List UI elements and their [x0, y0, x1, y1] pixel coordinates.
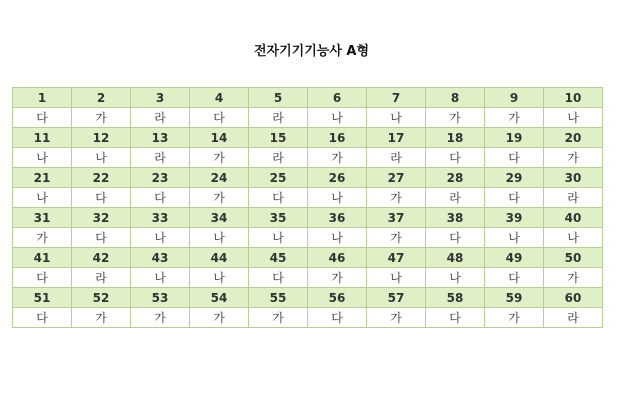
answer-cell: 다: [249, 188, 308, 208]
answer-cell: 나: [367, 108, 426, 128]
answer-cell: 가: [190, 308, 249, 328]
question-number-cell: 48: [426, 248, 485, 268]
answer-cell: 다: [190, 108, 249, 128]
answer-cell: 라: [367, 148, 426, 168]
answer-cell: 나: [131, 228, 190, 248]
question-number-cell: 44: [190, 248, 249, 268]
question-number-cell: 17: [367, 128, 426, 148]
question-number-row: [13, 88, 603, 108]
question-number-cell: 11: [13, 128, 72, 148]
question-number-cell: 53: [131, 288, 190, 308]
answer-cell: 가: [485, 308, 544, 328]
question-number-cell: 29: [485, 168, 544, 188]
question-number-cell: 60: [544, 288, 603, 308]
question-number-cell: 51: [13, 288, 72, 308]
answer-cell: 가: [13, 228, 72, 248]
answer-cell: 가: [426, 108, 485, 128]
question-number-cell: 38: [426, 208, 485, 228]
answer-cell: 나: [544, 228, 603, 248]
answer-cell: 나: [308, 228, 367, 248]
question-number-cell: 37: [367, 208, 426, 228]
answer-cell: 다: [485, 148, 544, 168]
question-number-cell: 55: [249, 288, 308, 308]
question-number-row: [13, 288, 603, 308]
answer-cell: 나: [190, 228, 249, 248]
question-number-cell: 2: [72, 88, 131, 108]
question-number-cell: 35: [249, 208, 308, 228]
question-number-cell: 8: [426, 88, 485, 108]
question-number-cell: 46: [308, 248, 367, 268]
question-number-cell: 33: [131, 208, 190, 228]
question-number-cell: 28: [426, 168, 485, 188]
question-number-cell: 25: [249, 168, 308, 188]
answer-row: [13, 308, 603, 328]
answer-cell: 다: [485, 268, 544, 288]
answer-cell: 나: [13, 188, 72, 208]
question-number-cell: 12: [72, 128, 131, 148]
answer-cell: 나: [426, 268, 485, 288]
question-number-cell: 16: [308, 128, 367, 148]
question-number-cell: 9: [485, 88, 544, 108]
answer-cell: 가: [249, 308, 308, 328]
answer-cell: 다: [249, 268, 308, 288]
answer-cell: 라: [544, 308, 603, 328]
answer-cell: 나: [249, 228, 308, 248]
question-number-cell: 10: [544, 88, 603, 108]
answer-cell: 가: [544, 268, 603, 288]
answer-cell: 가: [72, 108, 131, 128]
answer-cell: 가: [544, 148, 603, 168]
answer-table: [12, 87, 603, 328]
answer-cell: 라: [426, 188, 485, 208]
answer-row: [13, 188, 603, 208]
question-number-cell: 14: [190, 128, 249, 148]
answer-cell: 라: [249, 108, 308, 128]
answer-cell: 다: [72, 188, 131, 208]
answer-cell: 다: [426, 228, 485, 248]
question-number-cell: 36: [308, 208, 367, 228]
answer-cell: 라: [72, 268, 131, 288]
answer-cell: 라: [131, 148, 190, 168]
question-number-cell: 1: [13, 88, 72, 108]
question-number-cell: 20: [544, 128, 603, 148]
answer-cell: 나: [13, 148, 72, 168]
question-number-row: [13, 248, 603, 268]
answer-table-body: [13, 88, 603, 328]
answer-cell: 다: [13, 268, 72, 288]
answer-cell: 나: [190, 268, 249, 288]
answer-cell: 가: [72, 308, 131, 328]
question-number-cell: 27: [367, 168, 426, 188]
question-number-row: [13, 208, 603, 228]
answer-cell: 가: [190, 148, 249, 168]
question-number-cell: 13: [131, 128, 190, 148]
question-number-cell: 15: [249, 128, 308, 148]
question-number-cell: 30: [544, 168, 603, 188]
question-number-row: [13, 168, 603, 188]
question-number-cell: 39: [485, 208, 544, 228]
question-number-cell: 6: [308, 88, 367, 108]
question-number-cell: 23: [131, 168, 190, 188]
question-number-cell: 56: [308, 288, 367, 308]
answer-cell: 다: [13, 108, 72, 128]
answer-cell: 나: [308, 188, 367, 208]
question-number-cell: 26: [308, 168, 367, 188]
question-number-cell: 57: [367, 288, 426, 308]
question-number-cell: 34: [190, 208, 249, 228]
answer-cell: 다: [426, 148, 485, 168]
answer-cell: 가: [367, 308, 426, 328]
question-number-cell: 52: [72, 288, 131, 308]
answer-cell: 가: [367, 188, 426, 208]
answer-cell: 가: [308, 268, 367, 288]
answer-cell: 다: [72, 228, 131, 248]
question-number-cell: 5: [249, 88, 308, 108]
answer-row: [13, 268, 603, 288]
answer-cell: 다: [426, 308, 485, 328]
question-number-cell: 50: [544, 248, 603, 268]
answer-cell: 라: [131, 108, 190, 128]
question-number-cell: 49: [485, 248, 544, 268]
question-number-cell: 32: [72, 208, 131, 228]
question-number-cell: 58: [426, 288, 485, 308]
answer-cell: 가: [485, 108, 544, 128]
answer-cell: 라: [544, 188, 603, 208]
question-number-cell: 19: [485, 128, 544, 148]
answer-cell: 다: [13, 308, 72, 328]
answer-cell: 가: [308, 148, 367, 168]
answer-cell: 나: [367, 268, 426, 288]
question-number-cell: 4: [190, 88, 249, 108]
question-number-cell: 41: [13, 248, 72, 268]
answer-row: [13, 148, 603, 168]
page-title: 전자기기기능사 A형: [253, 44, 370, 59]
answer-cell: 나: [485, 228, 544, 248]
answer-cell: 가: [131, 308, 190, 328]
answer-cell: 라: [249, 148, 308, 168]
answer-cell: 다: [131, 188, 190, 208]
question-number-cell: 40: [544, 208, 603, 228]
question-number-cell: 21: [13, 168, 72, 188]
question-number-cell: 7: [367, 88, 426, 108]
answer-cell: 다: [485, 188, 544, 208]
question-number-cell: 31: [13, 208, 72, 228]
answer-cell: 나: [544, 108, 603, 128]
answer-cell: 나: [72, 148, 131, 168]
question-number-cell: 22: [72, 168, 131, 188]
question-number-cell: 43: [131, 248, 190, 268]
question-number-row: [13, 128, 603, 148]
answer-cell: 다: [308, 308, 367, 328]
answer-row: [13, 228, 603, 248]
question-number-cell: 59: [485, 288, 544, 308]
question-number-cell: 18: [426, 128, 485, 148]
question-number-cell: 24: [190, 168, 249, 188]
question-number-cell: 54: [190, 288, 249, 308]
question-number-cell: 42: [72, 248, 131, 268]
question-number-cell: 47: [367, 248, 426, 268]
answer-cell: 나: [308, 108, 367, 128]
answer-cell: 가: [367, 228, 426, 248]
question-number-cell: 3: [131, 88, 190, 108]
answer-cell: 나: [131, 268, 190, 288]
answer-row: [13, 108, 603, 128]
question-number-cell: 45: [249, 248, 308, 268]
answer-cell: 가: [190, 188, 249, 208]
